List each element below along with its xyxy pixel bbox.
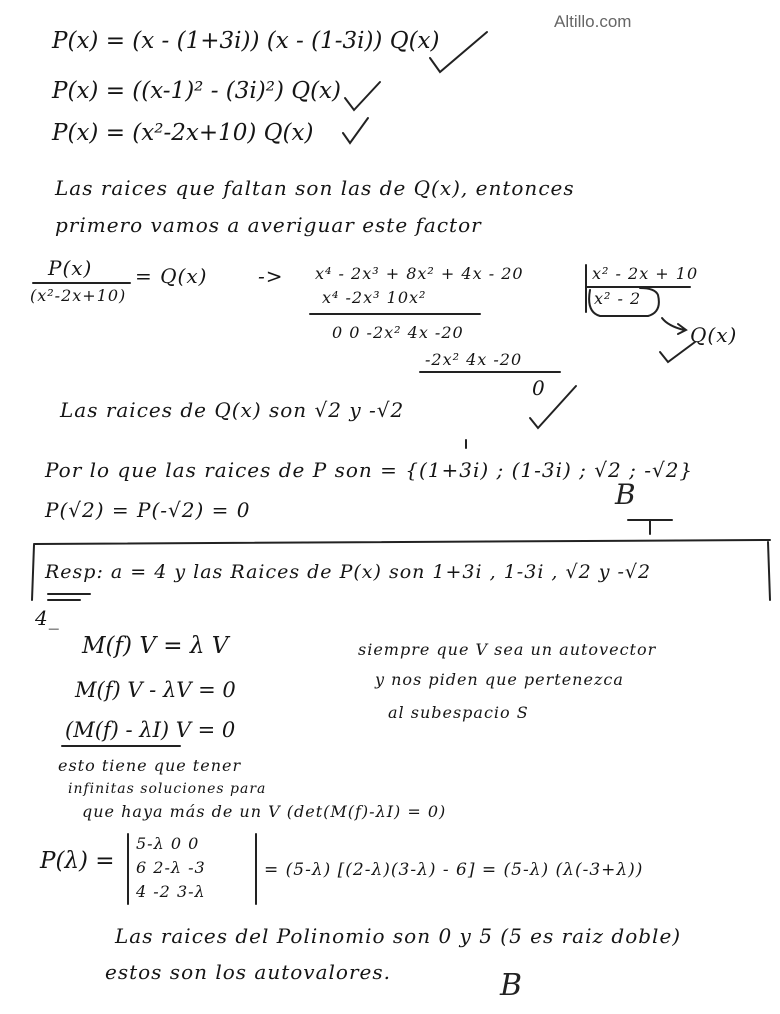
matrix-row-1: 5-λ 0 0 [136,834,200,853]
division-subtrahend-2: -2x² 4x -20 [425,350,523,369]
check-mark-3 [343,118,368,143]
check-mark-5 [530,386,576,428]
roots-polynomial: Las raices del Polinomio son 0 y 5 (5 es raiz doble) [115,924,682,948]
check-mark-1 [430,32,487,72]
division-subtrahend-1: x⁴ -2x³ 10x² [322,288,427,307]
eigen-eq-2: M(f) V - λV = 0 [75,678,236,702]
check-mark-2 [345,82,380,110]
division-dividend: x⁴ - 2x³ + 8x² + 4x - 20 [315,264,524,283]
text-line-2: primero vamos a averiguar este factor [55,213,482,237]
verification: P(√2) = P(-√2) = 0 [45,498,251,522]
determinant-expansion: = (5-λ) [(2-λ)(3-λ) - 6] = (5-λ) (λ(-3+λ)) [264,860,644,880]
side-note-2: y nos piden que pertenezca [375,670,624,689]
division-quotient: x² - 2 [594,289,642,308]
matrix-row-3: 4 -2 3-λ [136,882,206,901]
equation-line-1: P(x) = (x - (1+3i)) (x - (1-3i)) Q(x) [52,28,440,54]
check-mark-4 [660,342,695,362]
side-note-1: siempre que V sea un autovector [358,640,657,659]
division-remainder-1: 0 0 -2x² 4x -20 [332,323,464,342]
division-final-zero: 0 [532,376,546,400]
exercise-number: 4_ [35,606,60,630]
text-line-1: Las raices que faltan son las de Q(x), entonces [55,176,575,200]
answer-box-top [34,540,770,544]
eigen-eq-3: (M(f) - λI) V = 0 [65,718,236,742]
equation-line-3: P(x) = (x²-2x+10) Q(x) [52,120,314,146]
eigenvalues-text: estos son los autovalores. [105,960,391,984]
grade-mark-b-1: B [615,478,636,511]
quotient-label: Q(x) [690,323,738,347]
watermark: Altillo.com [554,12,632,31]
answer-box-left [32,545,34,600]
implies-arrow: -> [258,264,284,288]
roots-of-p: Por lo que las raices de P son = {(1+3i) ; (1-3i) ; √2 ; -√2} [45,458,694,482]
fraction-numerator: P(x) [48,256,93,280]
quotient-arrow [662,318,686,334]
grade-mark-b-2: B [500,968,523,1003]
equation-line-2: P(x) = ((x-1)² - (3i)²) Q(x) [52,78,342,104]
answer-box-right [768,542,770,600]
fraction-denominator: (x²-2x+10) [30,286,127,305]
answer-line: Resp: a = 4 y las Raices de P(x) son 1+3i , 1-3i , √2 y -√2 [45,561,652,583]
note-line-2: infinitas soluciones para [68,781,267,797]
side-note-3: al subespacio S [388,703,529,722]
roots-of-q: Las raices de Q(x) son √2 y -√2 [60,398,405,422]
matrix-row-2: 6 2-λ -3 [136,858,206,877]
division-divisor: x² - 2x + 10 [592,264,699,283]
note-line-1: esto tiene que tener [58,756,242,775]
note-line-3: que haya más de un V (det(M(f)-λI) = 0) [82,802,447,821]
quotient-oval [589,288,659,316]
fraction-equals: = Q(x) [135,264,208,288]
characteristic-poly-label: P(λ) = [40,848,115,874]
eigen-eq-1: M(f) V = λ V [82,633,229,659]
